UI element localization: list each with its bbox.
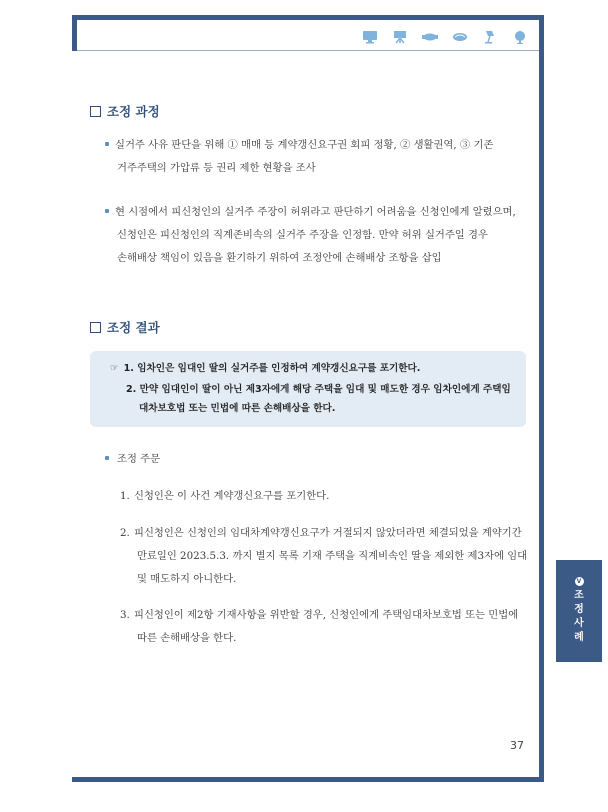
- chapter-side-tab: [556, 560, 602, 662]
- order-title: [105, 450, 160, 465]
- order-text: 피신청인이 제2항 기재사항을 위반할 경우, 신청인에게 주택임대차보호법 또는 민법에: [134, 609, 519, 621]
- handshake-icon-2: [452, 30, 468, 44]
- chapter-tab-char: 조: [574, 590, 584, 601]
- chapter-roman-badge: V: [575, 577, 584, 586]
- order-number: 2.: [120, 527, 130, 539]
- header-icon-strip: [362, 28, 528, 46]
- bullet-dot-icon: [105, 142, 109, 146]
- monitor-icon: [362, 30, 378, 44]
- checkbox-square-icon: [90, 322, 101, 333]
- section-title-result: [90, 318, 160, 336]
- order-text-cont: 따른 손해배상을 한다.: [137, 632, 237, 644]
- bullet-text-cont: 손해배상 책임이 있음을 환기하기 위하여 조정안에 손해배상 조항을 삽입: [117, 252, 442, 264]
- bullet-text: 실거주 사유 판단을 위해 ① 매매 등 계약갱신요구권 회피 정황, ② 생활권역, ③ 기존: [115, 139, 494, 151]
- page-frame-bottom: [72, 777, 544, 782]
- order-item-2: [120, 522, 528, 591]
- chapter-tab-char: 정: [574, 604, 584, 615]
- chapter-tab-char: 사: [574, 618, 584, 629]
- page-frame-top: [72, 15, 544, 20]
- bullet-dot-icon: [105, 456, 109, 460]
- result-summary-2: [126, 380, 518, 418]
- globe-icon: [512, 30, 528, 44]
- bullet-text: 현 시점에서 피신청인의 실거주 주장이 허위라고 판단하기 어려움을 신청인에게 알렸으며,: [115, 206, 516, 218]
- bullet-dot-icon: [105, 209, 109, 213]
- order-item-1: [120, 485, 528, 508]
- bullet-text-cont: 신청인은 피신청인의 직계존비속의 실거주 주장을 인정함. 만약 허위 실거주일 경우: [117, 229, 488, 241]
- header-divider: [77, 50, 539, 51]
- order-text: 신청인은 이 사건 계약갱신요구를 포기한다.: [134, 490, 330, 502]
- summary-text: 1. 임차인은 임대인 딸의 실거주를 인정하여 계약갱신요구를 포기한다.: [123, 363, 421, 374]
- pointing-hand-icon: ☞: [110, 363, 119, 374]
- order-number: 3.: [120, 609, 130, 621]
- bullet-text-cont: 거주주택의 가압류 등 권리 제한 현황을 조사: [117, 162, 316, 174]
- result-summary-box: [90, 351, 526, 427]
- page-frame-left: [72, 15, 77, 51]
- desk-lamp-icon: [482, 30, 498, 44]
- process-bullet-2: [105, 201, 525, 270]
- handshake-icon: [422, 30, 438, 44]
- section-title-text: 조정 결과: [107, 320, 160, 335]
- order-text-cont: 및 매도하지 아니한다.: [137, 573, 237, 585]
- order-text-cont: 만료일인 2023.5.3. 까지 별지 목록 기재 주택을 직계비속인 딸을 제외한 제3자에 임대: [137, 550, 528, 562]
- page-frame-right: [539, 15, 544, 782]
- easel-icon: [392, 30, 408, 44]
- checkbox-square-icon: [90, 106, 101, 117]
- section-title-process: [90, 102, 160, 120]
- summary-text-cont: 대차보호법 또는 민법에 따른 손해배상을 한다.: [139, 403, 336, 414]
- order-title-text: 조정 주문: [117, 453, 161, 465]
- result-summary-1: [110, 359, 420, 378]
- order-number: 1.: [120, 490, 130, 502]
- page-number: 37: [510, 739, 524, 752]
- chapter-tab-char: 례: [574, 632, 584, 643]
- process-bullet-1: [105, 134, 525, 180]
- order-text: 피신청인은 신청인의 임대차계약갱신요구가 거절되지 않았더라면 체결되었을 계약기간: [134, 527, 522, 539]
- section-title-text: 조정 과정: [107, 104, 160, 119]
- order-item-3: [120, 604, 528, 650]
- summary-text: 2. 만약 임대인이 딸이 아닌 제3자에게 해당 주택을 임대 및 매도한 경우 임차인에게 주택임: [126, 384, 511, 395]
